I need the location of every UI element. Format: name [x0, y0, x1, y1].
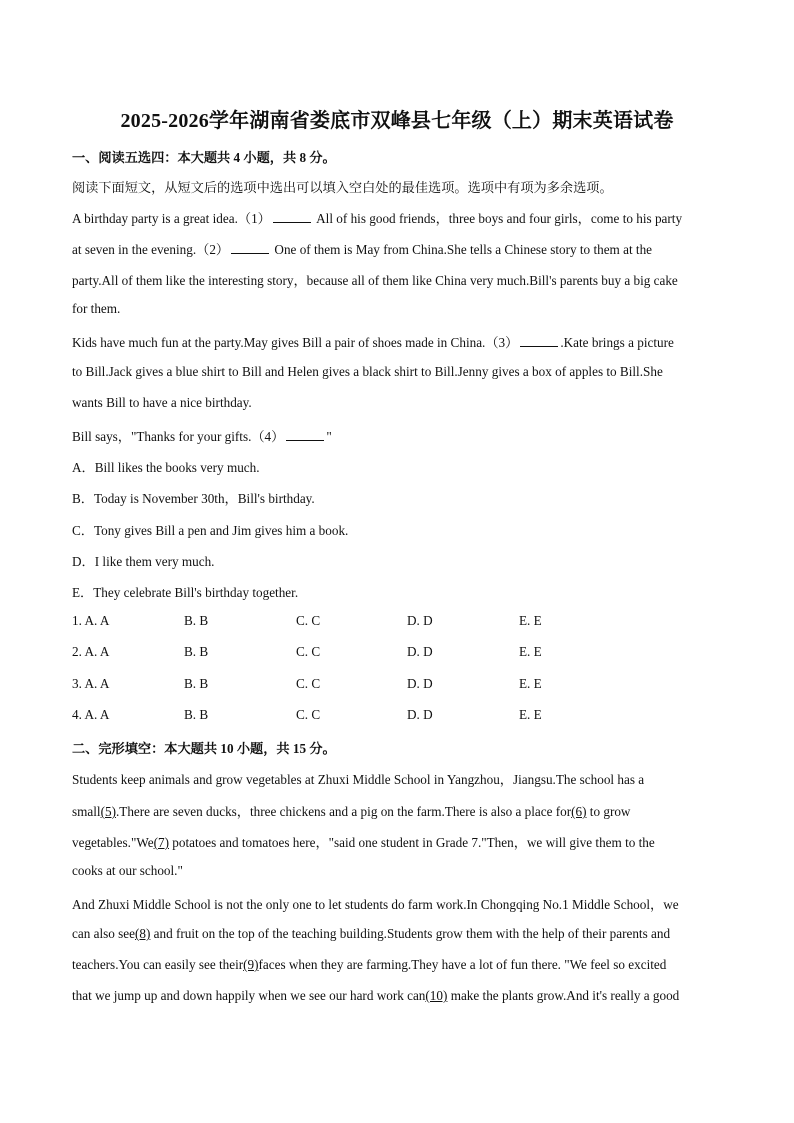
- cloze-line: [72, 801, 630, 820]
- passage-text: ": [326, 429, 332, 444]
- choice-e: E．They celebrate Bill's birthday together.: [72, 585, 299, 600]
- cloze-line: cooks at our school.": [72, 863, 183, 878]
- passage-text: at seven in the evening.（2）: [72, 242, 230, 257]
- passage-line: [72, 426, 332, 445]
- gap-10: (10): [425, 988, 448, 1003]
- passage-line: for them.: [72, 301, 121, 316]
- answer-option[interactable]: B. B: [184, 613, 209, 628]
- answer-option[interactable]: B. B: [184, 676, 209, 691]
- cloze-text: can also see: [72, 926, 135, 941]
- cloze-text: .There are seven ducks，three chickens and a pig on the farm.There is also a place for: [115, 804, 572, 819]
- answer-option[interactable]: D. D: [407, 707, 433, 722]
- choice-c: C．Tony gives Bill a pen and Jim gives him a book.: [72, 523, 349, 538]
- choice-b: B．Today is November 30th，Bill's birthday.: [72, 491, 315, 506]
- passage-line: party.All of them like the interesting story，because all of them like China very much.Bill's parents buy a big cake: [72, 273, 678, 288]
- cloze-text: faces when they are farming.They have a lot of fun there. "We feel so excited: [258, 957, 667, 972]
- passage-line: wants Bill to have a nice birthday.: [72, 395, 252, 410]
- answer-option[interactable]: 2. A. A: [72, 644, 110, 659]
- answer-option[interactable]: 1. A. A: [72, 613, 110, 628]
- cloze-line: [72, 957, 666, 973]
- blank-3: [520, 335, 558, 347]
- cloze-line: [72, 832, 655, 851]
- answer-option[interactable]: C. C: [296, 644, 321, 659]
- choice-a: A．Bill likes the books very much.: [72, 460, 260, 475]
- page-title: 2025-2026学年湖南省娄底市双峰县七年级（上）期末英语试卷: [120, 110, 674, 132]
- answer-option[interactable]: E. E: [519, 644, 542, 659]
- blank-2: [231, 242, 269, 254]
- answer-option[interactable]: E. E: [519, 613, 542, 628]
- cloze-line: And Zhuxi Middle School is not the only one to let students do farm work.In Chongqing No.1 Middle School，we: [72, 897, 679, 912]
- cloze-text: and fruit on the top of the teaching building.Students grow them with the help of their parents and: [150, 926, 671, 941]
- cloze-line: Students keep animals and grow vegetables at Zhuxi Middle School in Yangzhou，Jiangsu.The school has a: [72, 772, 645, 787]
- answer-option[interactable]: C. C: [296, 613, 321, 628]
- cloze-text: potatoes and tomatoes here，"said one student in Grade 7."Then，we will give them to the: [168, 835, 655, 850]
- passage-line: [72, 208, 682, 227]
- cloze-text: make the plants grow.And it's really a good: [447, 988, 680, 1003]
- blank-4: [286, 429, 324, 441]
- answer-option[interactable]: E. E: [519, 707, 542, 722]
- answer-option[interactable]: 3. A. A: [72, 676, 110, 691]
- gap-7: (7): [153, 835, 169, 850]
- answer-option[interactable]: D. D: [407, 644, 433, 659]
- cloze-line: [72, 988, 679, 1004]
- passage-line: [72, 239, 652, 258]
- section2-heading: 二、完形填空：本大题共 10 小题，共 15 分。: [72, 741, 336, 756]
- answer-option[interactable]: C. C: [296, 676, 321, 691]
- cloze-text: teachers.You can easily see their: [72, 957, 244, 972]
- passage-text: .Kate brings a picture: [560, 335, 674, 350]
- cloze-text: small: [72, 804, 101, 819]
- passage-line: [72, 332, 674, 351]
- passage-text: All of his good friends，three boys and four girls，come to his party: [316, 211, 683, 226]
- answer-option[interactable]: D. D: [407, 613, 433, 628]
- gap-5: (5): [100, 804, 116, 819]
- answer-option[interactable]: B. B: [184, 707, 209, 722]
- answer-option[interactable]: E. E: [519, 676, 542, 691]
- answer-option[interactable]: 4. A. A: [72, 707, 110, 722]
- cloze-text: that we jump up and down happily when we see our hard work can: [72, 988, 426, 1003]
- choice-d: D．I like them very much.: [72, 554, 215, 569]
- passage-text: Kids have much fun at the party.May gives Bill a pair of shoes made in China.（3）: [72, 335, 519, 350]
- gap-6: (6): [571, 804, 587, 819]
- section1-instruction: 阅读下面短文，从短文后的选项中选出可以填入空白处的最佳选项。选项中有项为多余选项。: [72, 180, 613, 195]
- answer-option[interactable]: D. D: [407, 676, 433, 691]
- passage-line: to Bill.Jack gives a blue shirt to Bill and Helen gives a black shirt to Bill.Jenny gives a box of apples to Bill.She: [72, 364, 663, 379]
- blank-1: [273, 211, 311, 223]
- gap-9: (9): [243, 957, 259, 972]
- passage-text: One of them is May from China.She tells a Chinese story to them at the: [274, 242, 653, 257]
- passage-text: Bill says，"Thanks for your gifts.（4）: [72, 429, 285, 444]
- answer-option[interactable]: B. B: [184, 644, 209, 659]
- cloze-line: [72, 926, 670, 942]
- cloze-text: to grow: [586, 804, 631, 819]
- gap-8: (8): [134, 926, 151, 941]
- passage-text: A birthday party is a great idea.（1）: [72, 211, 271, 226]
- section1-heading: 一、阅读五选四：本大题共 4 小题，共 8 分。: [72, 150, 336, 165]
- answer-option[interactable]: C. C: [296, 707, 321, 722]
- cloze-text: vegetables."We: [72, 835, 154, 850]
